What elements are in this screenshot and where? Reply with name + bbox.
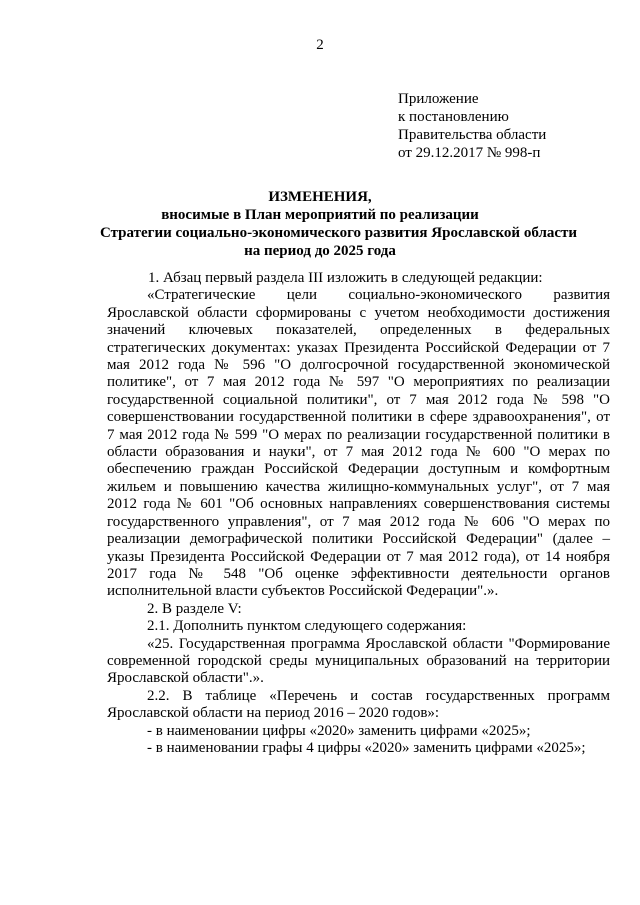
title-line: Стратегии социально-экономического развития Ярославской области [100,225,578,241]
paragraph-dash-item: - в наименовании цифры «2020» заменить цифрами «2025»; [147,722,531,739]
title-line: ИЗМЕНЕНИЯ, [268,189,372,205]
appendix-line: к постановлению [398,109,509,125]
paragraph-item-2-1: 2.1. Дополнить пунктом следующего содержания: [147,618,467,635]
paragraph-quote-strategic-goals: «Стратегические цели социально-экономического развития Ярославской области сформированы с учетом необходимости достижения значений ключевых показателей, определенных в федеральных стратегических документах: указах Президента Российской Федерации от 7 мая 2012 года № 596 "О долгосрочной государственной экономической политике", от 7 мая 2012 года № 597 "О мероприятиях по реализации государственной социальной политики", от 7 мая 2012 года № 598 "О совершенствовании государственной политики в сфере здравоохранения", от 7 мая 2012 года № 599 "О мерах по реализации государственной политики в области образования и науки", от 7 мая 2012 года № 600 "О мерах по обеспечению граждан Российской Федерации доступным и комфортным жильем и повышению качества жилищно-коммунальных услуг", от 7 мая 2012 года № 601 "Об основных направлениях совершенствования системы государственного управления", от 7 мая 2012 года № 606 "О мерах по реализации демографической политики Российской Федерации" (далее – указы Президента Российской Федерации от 7 мая 2012 года), от 14 ноября 2017 года № 548 "Об оценке эффективности деятельности органов исполнительной власти субъектов Российской Федерации".». [107,287,610,600]
paragraph-item-1: 1. Абзац первый раздела III изложить в следующей редакции: [148,270,543,286]
paragraph-item-2: 2. В разделе V: [147,600,242,617]
appendix-line: Приложение [398,91,479,107]
paragraph-item-2-2: 2.2. В таблице «Перечень и состав государственных программ Ярославской области на период 2016 – 2020 годов»: [107,687,610,722]
page-number: 2 [316,37,324,53]
appendix-line: от 29.12.2017 № 998-п [398,145,541,161]
appendix-header [398,90,628,162]
paragraph-quote-program-25: «25. Государственная программа Ярославской области "Формирование современной городской среды муниципальных образований на территории Ярославской области".». [107,635,610,687]
document-body [107,270,610,757]
title-line: вносимые в План мероприятий по реализации [161,207,479,223]
appendix-line: Правительства области [398,127,547,143]
document-title [100,188,578,260]
paragraph-dash-item: - в наименовании графы 4 цифры «2020» заменить цифрами «2025»; [147,739,586,756]
title-line: на период до 2025 года [244,243,396,259]
